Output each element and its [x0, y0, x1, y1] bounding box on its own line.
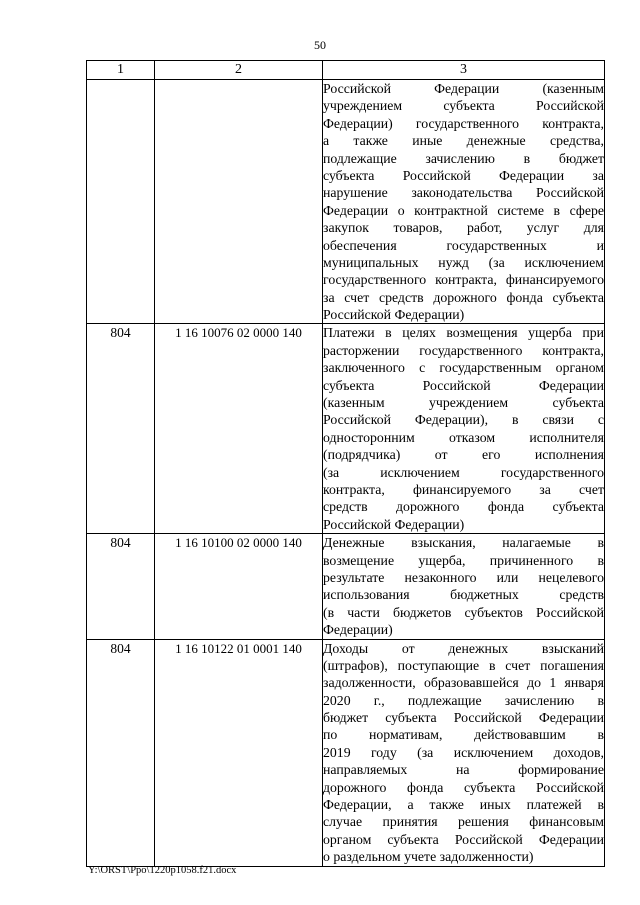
description-line: муниципальных нужд (за исключением	[323, 254, 604, 270]
revenue-code-cell	[155, 80, 323, 324]
description-line: (за исключением государственного	[323, 464, 604, 480]
description-line: возмещение ущерба, причиненного в	[323, 552, 604, 568]
table-row	[87, 80, 605, 324]
description-line: Федерации, а также иных платежей в	[323, 797, 604, 813]
revenue-codes-table	[86, 60, 605, 867]
description-line: заключенного с государственным органом	[323, 360, 604, 376]
description-line: (подрядчика) от его исполнения	[323, 447, 604, 463]
file-path-footer: Y:\ORST\Ppo\1220p1058.f21.docx	[88, 865, 237, 876]
admin-code-cell: 804	[87, 639, 155, 866]
admin-code-cell	[87, 80, 155, 324]
column-header-1: 1	[87, 61, 155, 80]
description-line: использования бюджетных средств	[323, 587, 604, 603]
description-line: субъекта Российской Федерации	[323, 377, 604, 393]
description-line: бюджет субъекта Российской Федерации	[323, 710, 604, 726]
description-line: расторжении государственного контракта,	[323, 342, 604, 358]
description-line: контракта, финансируемого за счет	[323, 481, 604, 497]
description-line: дорожного фонда субъекта Российской	[323, 779, 604, 795]
admin-code-cell: 804	[87, 324, 155, 534]
revenue-code-cell: 1 16 10100 02 0000 140	[155, 534, 323, 639]
table-header-row	[87, 61, 605, 80]
description-line: 2020 г., подлежащие зачислению в	[323, 692, 604, 708]
description-line: нарушение законодательства Российской	[323, 185, 604, 201]
description-line: Российской Федерации), в связи с	[323, 412, 604, 428]
description-line: средств дорожного фонда субъекта	[323, 499, 604, 515]
table-row	[87, 639, 605, 866]
description-line: Платежи в целях возмещения ущерба при	[323, 325, 604, 341]
revenue-code-cell: 1 16 10122 01 0001 140	[155, 639, 323, 866]
description-line: (штрафов), поступающие в счет погашения	[323, 657, 604, 673]
description-cell	[323, 80, 605, 324]
description-line: результате незаконного или нецелевого	[323, 569, 604, 585]
table-row	[87, 534, 605, 639]
description-line: Федерации) государственного контракта,	[323, 115, 604, 131]
description-line: задолженности, образовавшейся до 1 января	[323, 675, 604, 691]
admin-code-cell: 804	[87, 534, 155, 639]
description-cell	[323, 324, 605, 534]
description-line: подлежащие зачислению в бюджет	[323, 150, 604, 166]
page-number: 50	[314, 38, 326, 52]
description-line: за счет средств дорожного фонда субъекта	[323, 289, 604, 305]
description-line: закупок товаров, работ, услуг для	[323, 220, 604, 236]
description-line: Федерации)	[323, 622, 393, 638]
description-line: органом субъекта Российской Федерации	[323, 831, 604, 847]
description-line: (в части бюджетов субъектов Российской	[323, 604, 604, 620]
description-line: Доходы от денежных взысканий	[323, 640, 604, 656]
description-line: обеспечения государственных и	[323, 237, 604, 253]
column-header-3: 3	[323, 61, 605, 80]
revenue-code-cell: 1 16 10076 02 0000 140	[155, 324, 323, 534]
description-line: по нормативам, действовавшим в	[323, 727, 604, 743]
description-cell	[323, 639, 605, 866]
description-line: о раздельном учете задолженности)	[323, 849, 534, 865]
description-line: направляемых на формирование	[323, 762, 604, 778]
description-line: Российской Федерации)	[323, 307, 465, 323]
description-line: учреждением субъекта Российской	[323, 98, 604, 114]
description-line: Денежные взыскания, налагаемые в	[323, 535, 604, 551]
column-header-2: 2	[155, 61, 323, 80]
description-line: субъекта Российской Федерации за	[323, 167, 604, 183]
description-cell	[323, 534, 605, 639]
description-line: (казенным учреждением субъекта	[323, 395, 604, 411]
description-line: случае принятия решения финансовым	[323, 814, 604, 830]
table-row	[87, 324, 605, 534]
description-line: а также иные денежные средства,	[323, 133, 604, 149]
description-line: односторонним отказом исполнителя	[323, 429, 604, 445]
description-line: Российской Федерации)	[323, 516, 465, 532]
description-line: Российской Федерации (казенным	[323, 81, 604, 96]
description-line: 2019 году (за исключением доходов,	[323, 744, 604, 760]
description-line: Федерации о контрактной системе в сфере	[323, 202, 604, 218]
description-line: государственного контракта, финансируемого	[323, 272, 604, 288]
